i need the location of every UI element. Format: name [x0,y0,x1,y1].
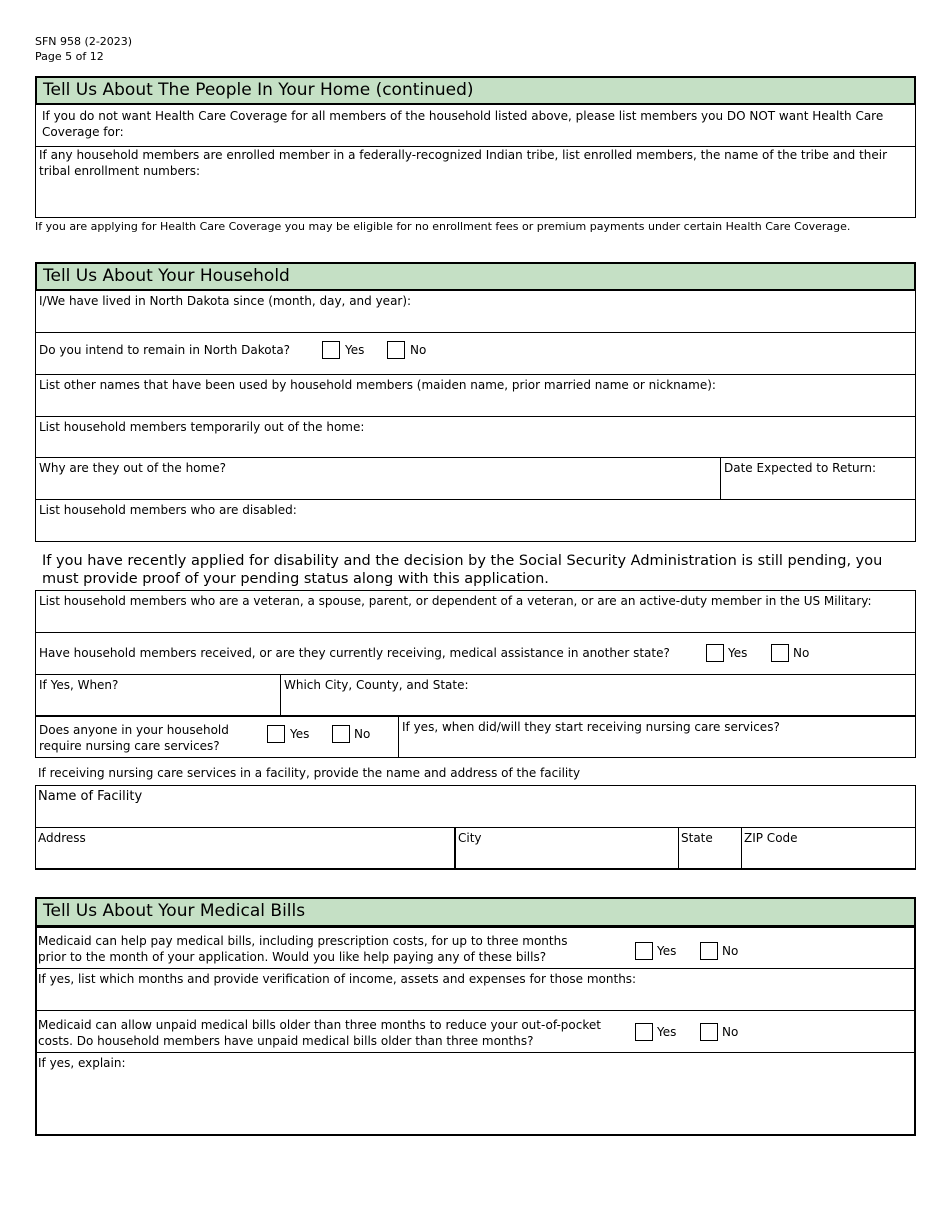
other-names-field[interactable] [35,375,916,417]
facility-name-label: Name of Facility [38,789,143,804]
lived-since-field[interactable] [35,291,916,333]
facility-name-field[interactable] [35,785,916,828]
form-id: SFN 958 (2-2023) [35,35,133,48]
zip-label: ZIP Code [744,831,798,845]
bills-q2-question: Medicaid can allow unpaid medical bills older than three months to reduce your out-of-pocket costs. Do household members have unpaid medical bills older than three months? [38,1018,601,1048]
disabled-label: List household members who are disabled: [39,503,297,517]
bills-q1-yes-checkbox[interactable] [635,942,653,960]
remain-yes-checkbox[interactable] [322,341,340,359]
why-out-row [35,458,916,500]
bills-q2-row [35,1010,916,1052]
bills-q2-no-checkbox[interactable] [700,1023,718,1041]
nursing-row [35,717,916,758]
other-names-label: List other names that have been used by household members (maiden name, prior married name or nickname): [39,378,716,392]
tribe-label: If any household members are enrolled member in a federally-recognized Indian tribe, list enrolled members, the name of the tribe and their tribal enrollment numbers: [39,148,888,178]
facility-note: If receiving nursing care services in a facility, provide the name and address of the facility [38,766,581,780]
why-out-divider [720,458,721,499]
lived-since-label: I/We have lived in North Dakota since (month, day, and year): [39,294,412,308]
no-coverage-label: If you do not want Health Care Coverage for all members of the household listed above, please list members you DO NOT want Health Care Coverage for: [42,109,884,139]
date-return-label: Date Expected to Return: [724,461,877,475]
other-state-question: Have household members received, or are they currently receiving, medical assistance in another state? [39,646,670,660]
bills-q1-row [35,927,916,968]
disabled-field[interactable] [35,500,916,542]
bills-q1-question: Medicaid can help pay medical bills, including prescription costs, for up to three months prior to the month of your application. Would you like help paying any of these bills? [38,934,568,964]
other-state-yes-label: Yes [728,646,748,660]
bills-q2-followup-label: If yes, explain: [38,1056,126,1070]
other-state-no-label: No [793,646,810,660]
remain-yes-label: Yes [345,343,365,357]
page-number: Page 5 of 12 [35,50,104,63]
which-city-label: Which City, County, and State: [284,678,469,692]
bills-q2-no-label: No [722,1025,739,1039]
nursing-no-label: No [354,727,371,741]
state-label: State [681,831,713,845]
city-label: City [458,831,482,845]
address-label: Address [38,831,86,845]
people-section-header: Tell Us About The People In Your Home (continued) [35,76,916,105]
temp-out-field[interactable] [35,417,916,458]
nursing-no-checkbox[interactable] [332,725,350,743]
bills-q2-yes-checkbox[interactable] [635,1023,653,1041]
bills-q1-followup-label: If yes, list which months and provide verification of income, assets and expenses for those months: [38,972,637,986]
other-state-detail-row [35,675,916,717]
no-coverage-field[interactable] [35,105,916,147]
bills-q2-yes-label: Yes [657,1025,677,1039]
tribe-field[interactable] [35,147,916,218]
remain-no-checkbox[interactable] [387,341,405,359]
veteran-label: List household members who are a veteran, a spouse, parent, or dependent of a veteran, or are an active-duty member in the US Military: [39,594,872,608]
other-state-no-checkbox[interactable] [771,644,789,662]
city-divider [678,828,679,868]
why-out-label: Why are they out of the home? [39,461,226,475]
bills-q1-no-label: No [722,944,739,958]
remain-question: Do you intend to remain in North Dakota? [39,343,291,357]
remain-no-label: No [410,343,427,357]
bills-q1-no-checkbox[interactable] [700,942,718,960]
other-state-row [35,633,916,675]
nursing-yes-checkbox[interactable] [267,725,285,743]
bills-q1-followup-field[interactable] [35,968,916,1010]
facility-address-row [35,828,916,870]
disability-notice: If you have recently applied for disability and the decision by the Social Security Administration is still pending, you must provide proof of your pending status along with this application. [42,553,883,587]
nursing-divider [398,717,399,757]
nursing-start-label: If yes, when did/will they start receiving nursing care services? [402,720,780,734]
coverage-footnote: If you are applying for Health Care Coverage you may be eligible for no enrollment fees or premium payments under certain Health Care Coverage. [35,220,851,233]
bills-q2-followup-field[interactable] [35,1052,916,1136]
nursing-yes-label: Yes [290,727,310,741]
remain-row [35,333,916,375]
bills-section-header: Tell Us About Your Medical Bills [35,897,916,927]
nursing-question: Does anyone in your household require nursing care services? [39,723,229,753]
state-divider [741,828,742,868]
address-divider [454,828,456,868]
if-yes-when-label: If Yes, When? [39,678,119,692]
when-divider [280,675,281,715]
temp-out-label: List household members temporarily out of the home: [39,420,365,434]
veteran-field[interactable] [35,590,916,633]
household-section-header: Tell Us About Your Household [35,262,916,291]
other-state-yes-checkbox[interactable] [706,644,724,662]
bills-q1-yes-label: Yes [657,944,677,958]
